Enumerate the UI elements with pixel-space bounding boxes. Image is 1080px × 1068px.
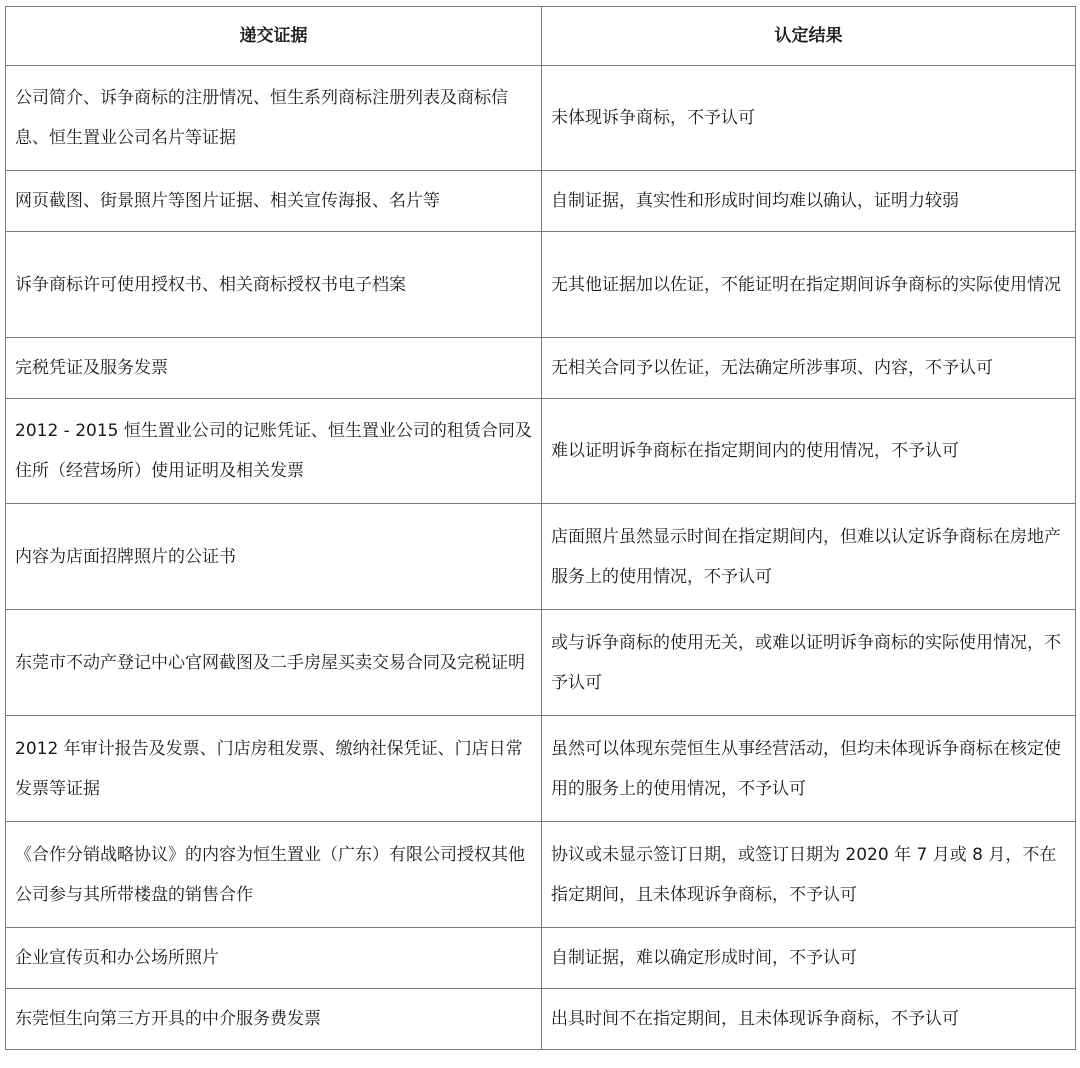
evidence-cell: 完税凭证及服务发票 [6,338,542,399]
result-cell: 协议或未显示签订日期，或签订日期为 2020 年 7 月或 8 月，不在指定期间，且未体现诉争商标，不予认可 [542,822,1076,928]
evidence-cell: 东莞市不动产登记中心官网截图及二手房屋买卖交易合同及完税证明 [6,610,542,716]
header-result: 认定结果 [542,7,1076,66]
header-evidence: 递交证据 [6,7,542,66]
table-row [6,399,1076,504]
table-row [6,66,1076,171]
table-row [6,989,1076,1050]
table-row [6,928,1076,989]
table-row [6,338,1076,399]
table-row [6,171,1076,232]
evidence-cell: 2012 - 2015 恒生置业公司的记账凭证、恒生置业公司的租赁合同及住所（经营场所）使用证明及相关发票 [6,399,542,504]
table-row [6,610,1076,716]
evidence-cell: 公司简介、诉争商标的注册情况、恒生系列商标注册列表及商标信息、恒生置业公司名片等证据 [6,66,542,171]
evidence-cell: 东莞恒生向第三方开具的中介服务费发票 [6,989,542,1050]
result-cell: 难以证明诉争商标在指定期间内的使用情况，不予认可 [542,399,1076,504]
result-cell: 未体现诉争商标，不予认可 [542,66,1076,171]
evidence-cell: 企业宣传页和办公场所照片 [6,928,542,989]
evidence-cell: 《合作分销战略协议》的内容为恒生置业（广东）有限公司授权其他公司参与其所带楼盘的销售合作 [6,822,542,928]
table-row [6,504,1076,610]
result-cell: 自制证据，难以确定形成时间，不予认可 [542,928,1076,989]
result-cell: 无相关合同予以佐证，无法确定所涉事项、内容，不予认可 [542,338,1076,399]
evidence-cell: 内容为店面招牌照片的公证书 [6,504,542,610]
evidence-cell: 2012 年审计报告及发票、门店房租发票、缴纳社保凭证、门店日常发票等证据 [6,716,542,822]
result-cell: 虽然可以体现东莞恒生从事经营活动，但均未体现诉争商标在核定使用的服务上的使用情况，不予认可 [542,716,1076,822]
evidence-table [5,6,1076,1050]
result-cell: 店面照片虽然显示时间在指定期间内，但难以认定诉争商标在房地产服务上的使用情况，不予认可 [542,504,1076,610]
evidence-cell: 网页截图、街景照片等图片证据、相关宣传海报、名片等 [6,171,542,232]
table-row [6,716,1076,822]
result-cell: 自制证据，真实性和形成时间均难以确认，证明力较弱 [542,171,1076,232]
table-row [6,232,1076,338]
evidence-cell: 诉争商标许可使用授权书、相关商标授权书电子档案 [6,232,542,338]
table-row [6,822,1076,928]
result-cell: 无其他证据加以佐证，不能证明在指定期间诉争商标的实际使用情况 [542,232,1076,338]
result-cell: 或与诉争商标的使用无关，或难以证明诉争商标的实际使用情况，不予认可 [542,610,1076,716]
result-cell: 出具时间不在指定期间，且未体现诉争商标，不予认可 [542,989,1076,1050]
header-row [6,7,1076,66]
